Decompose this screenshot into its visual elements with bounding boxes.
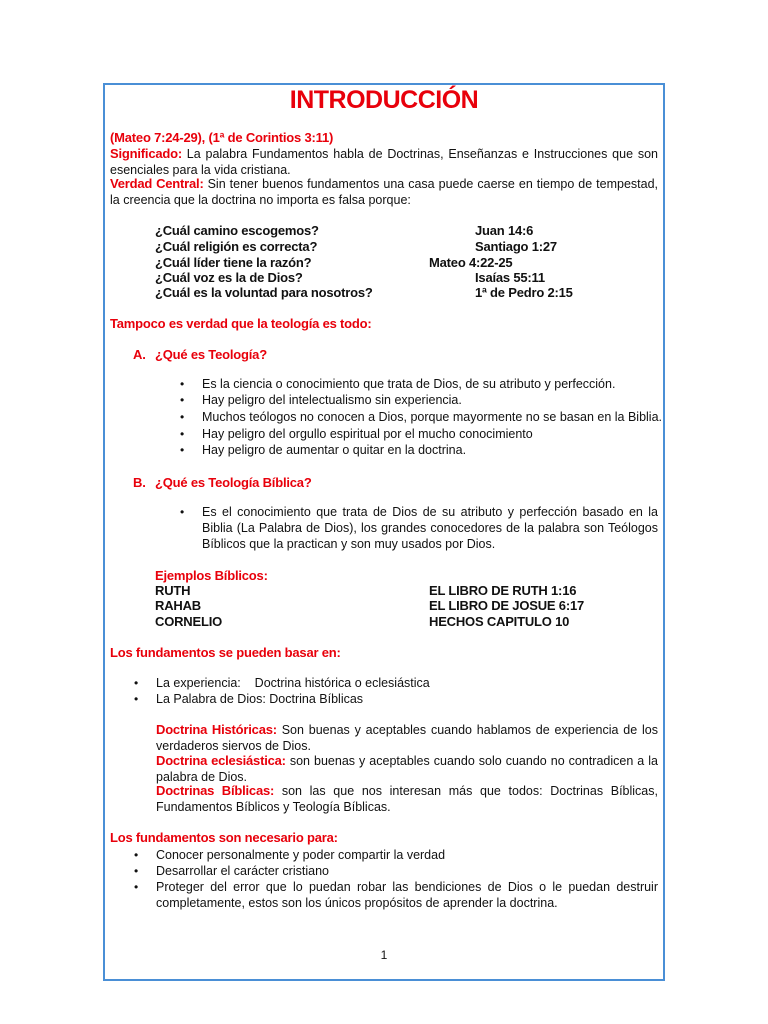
- ejemplo-1-ref: EL LIBRO DE RUTH 1:16: [429, 583, 577, 598]
- doctrina-historicas-label: Doctrina Históricas:: [156, 722, 277, 737]
- ejemplo-3-ref: HECHOS CAPITULO 10: [429, 614, 570, 629]
- page-number: 1: [380, 948, 388, 962]
- teologia-bullet-2: Hay peligro del intelectualismo sin experiencia.: [202, 393, 462, 407]
- verdad-central-paragraph: [110, 176, 658, 208]
- question-1: ¿Cuál camino escogemos?: [155, 223, 319, 238]
- question-2: ¿Cuál religión es correcta?: [155, 239, 318, 254]
- necesario-bullet-1: Conocer personalmente y poder compartir la verdad: [156, 848, 446, 862]
- teologia-bullet-1: Es la ciencia o conocimiento que trata de Dios, de su atributo y perfección.: [202, 377, 616, 391]
- bullet-dot: •: [180, 443, 185, 457]
- doctrinas-biblicas-label: Doctrinas Bíblicas:: [156, 783, 275, 798]
- page-title: INTRODUCCIÓN: [289, 86, 479, 114]
- bullet-dot: •: [180, 505, 185, 519]
- necesario-bullet-2: Desarrollar el carácter cristiano: [156, 864, 329, 878]
- question-3-ref: Mateo 4:22-25: [429, 255, 513, 270]
- bullet-dot: •: [134, 848, 139, 862]
- doctrinas-biblicas-paragraph: [156, 783, 658, 815]
- doctrina-eclesiastica-label: Doctrina eclesiástica:: [156, 753, 286, 768]
- question-2-ref: Santiago 1:27: [475, 239, 557, 254]
- bullet-dot: •: [180, 410, 185, 424]
- bullet-dot: •: [134, 864, 139, 878]
- teologia-bullet-3: Muchos teólogos no conocen a Dios, porque mayormente no se basan en la Biblia.: [202, 410, 663, 424]
- fundamentos-necesario-heading: Los fundamentos son necesario para:: [110, 830, 338, 845]
- bullet-dot: •: [134, 676, 139, 690]
- question-5-ref: 1ª de Pedro 2:15: [475, 285, 573, 300]
- ejemplo-2-name: RAHAB: [155, 598, 201, 613]
- question-4: ¿Cuál voz es la de Dios?: [155, 270, 303, 285]
- teologia-bullet-5: Hay peligro de aumentar o quitar en la doctrina.: [202, 443, 467, 457]
- section-a-letter: A.: [133, 347, 146, 362]
- significado-label: Significado:: [110, 146, 182, 161]
- significado-paragraph: [110, 146, 658, 178]
- section-b-letter: B.: [133, 475, 146, 490]
- doctrina-historicas-text: Son buenas y aceptables cuando hablamos de experiencia de los verdaderos siervos de Dios.: [156, 723, 658, 753]
- section-b-title: ¿Qué es Teología Bíblica?: [155, 475, 312, 490]
- verdad-central-label: Verdad Central:: [110, 176, 204, 191]
- bullet-dot: •: [134, 880, 139, 894]
- doctrina-eclesiastica-paragraph: [156, 753, 658, 785]
- basar-bullet-2: La Palabra de Dios: Doctrina Bíblicas: [156, 692, 364, 706]
- biblica-bullet: Es el conocimiento que trata de Dios de su atributo y perfección basado en la Biblia (La Palabra de Dios), los grandes conocedores de la palabra son Teólogos Bíblicos que la practican y son muy usados por Dios.: [202, 505, 658, 551]
- doctrina-historicas-paragraph: [156, 722, 658, 754]
- necesario-bullet-3: Proteger del error que lo puedan robar las bendiciones de Dios o le puedan destruir completamente, estos son los únicos propósitos de aprender la doctrina.: [156, 880, 658, 910]
- tampoco-heading: Tampoco es verdad que la teología es todo:: [110, 316, 372, 331]
- bullet-dot: •: [180, 377, 185, 391]
- teologia-bullet-4: Hay peligro del orgullo espiritual por el mucho conocimiento: [202, 427, 533, 441]
- ejemplo-1-name: RUTH: [155, 583, 191, 598]
- basar-bullet-1: La experiencia: Doctrina histórica o eclesiástica: [156, 676, 430, 690]
- section-a-title: ¿Qué es Teología?: [155, 347, 267, 362]
- question-1-ref: Juan 14:6: [475, 223, 534, 238]
- verdad-central-text: Sin tener buenos fundamentos una casa puede caerse en tiempo de tempestad, la creencia que la doctrina no importa es falsa porque:: [110, 177, 659, 207]
- ejemplos-title: Ejemplos Bíblicos:: [155, 568, 268, 583]
- ejemplo-3-name: CORNELIO: [155, 614, 223, 629]
- scripture-reference: (Mateo 7:24-29), (1ª de Corintios 3:11): [110, 130, 334, 145]
- bullet-dot: •: [134, 692, 139, 706]
- bullet-dot: •: [180, 427, 185, 441]
- question-3: ¿Cuál líder tiene la razón?: [155, 255, 312, 270]
- question-5: ¿Cuál es la voluntad para nosotros?: [155, 285, 373, 300]
- question-4-ref: Isaías 55:11: [475, 270, 545, 285]
- ejemplo-2-ref: EL LIBRO DE JOSUE 6:17: [429, 598, 585, 613]
- doctrinas-biblicas-text: son las que nos interesan más que todos: Doctrinas Bíblicas, Fundamentos Bíblicos y Teología Bíblicas.: [156, 784, 658, 814]
- bullet-dot: •: [180, 393, 185, 407]
- fundamentos-basar-heading: Los fundamentos se pueden basar en:: [110, 645, 341, 660]
- doctrina-eclesiastica-text: son buenas y aceptables cuando solo cuando no contradicen a la palabra de Dios.: [156, 754, 658, 784]
- significado-text: La palabra Fundamentos habla de Doctrinas, Enseñanzas e Instrucciones que son esenciales para la vida cristiana.: [110, 147, 658, 177]
